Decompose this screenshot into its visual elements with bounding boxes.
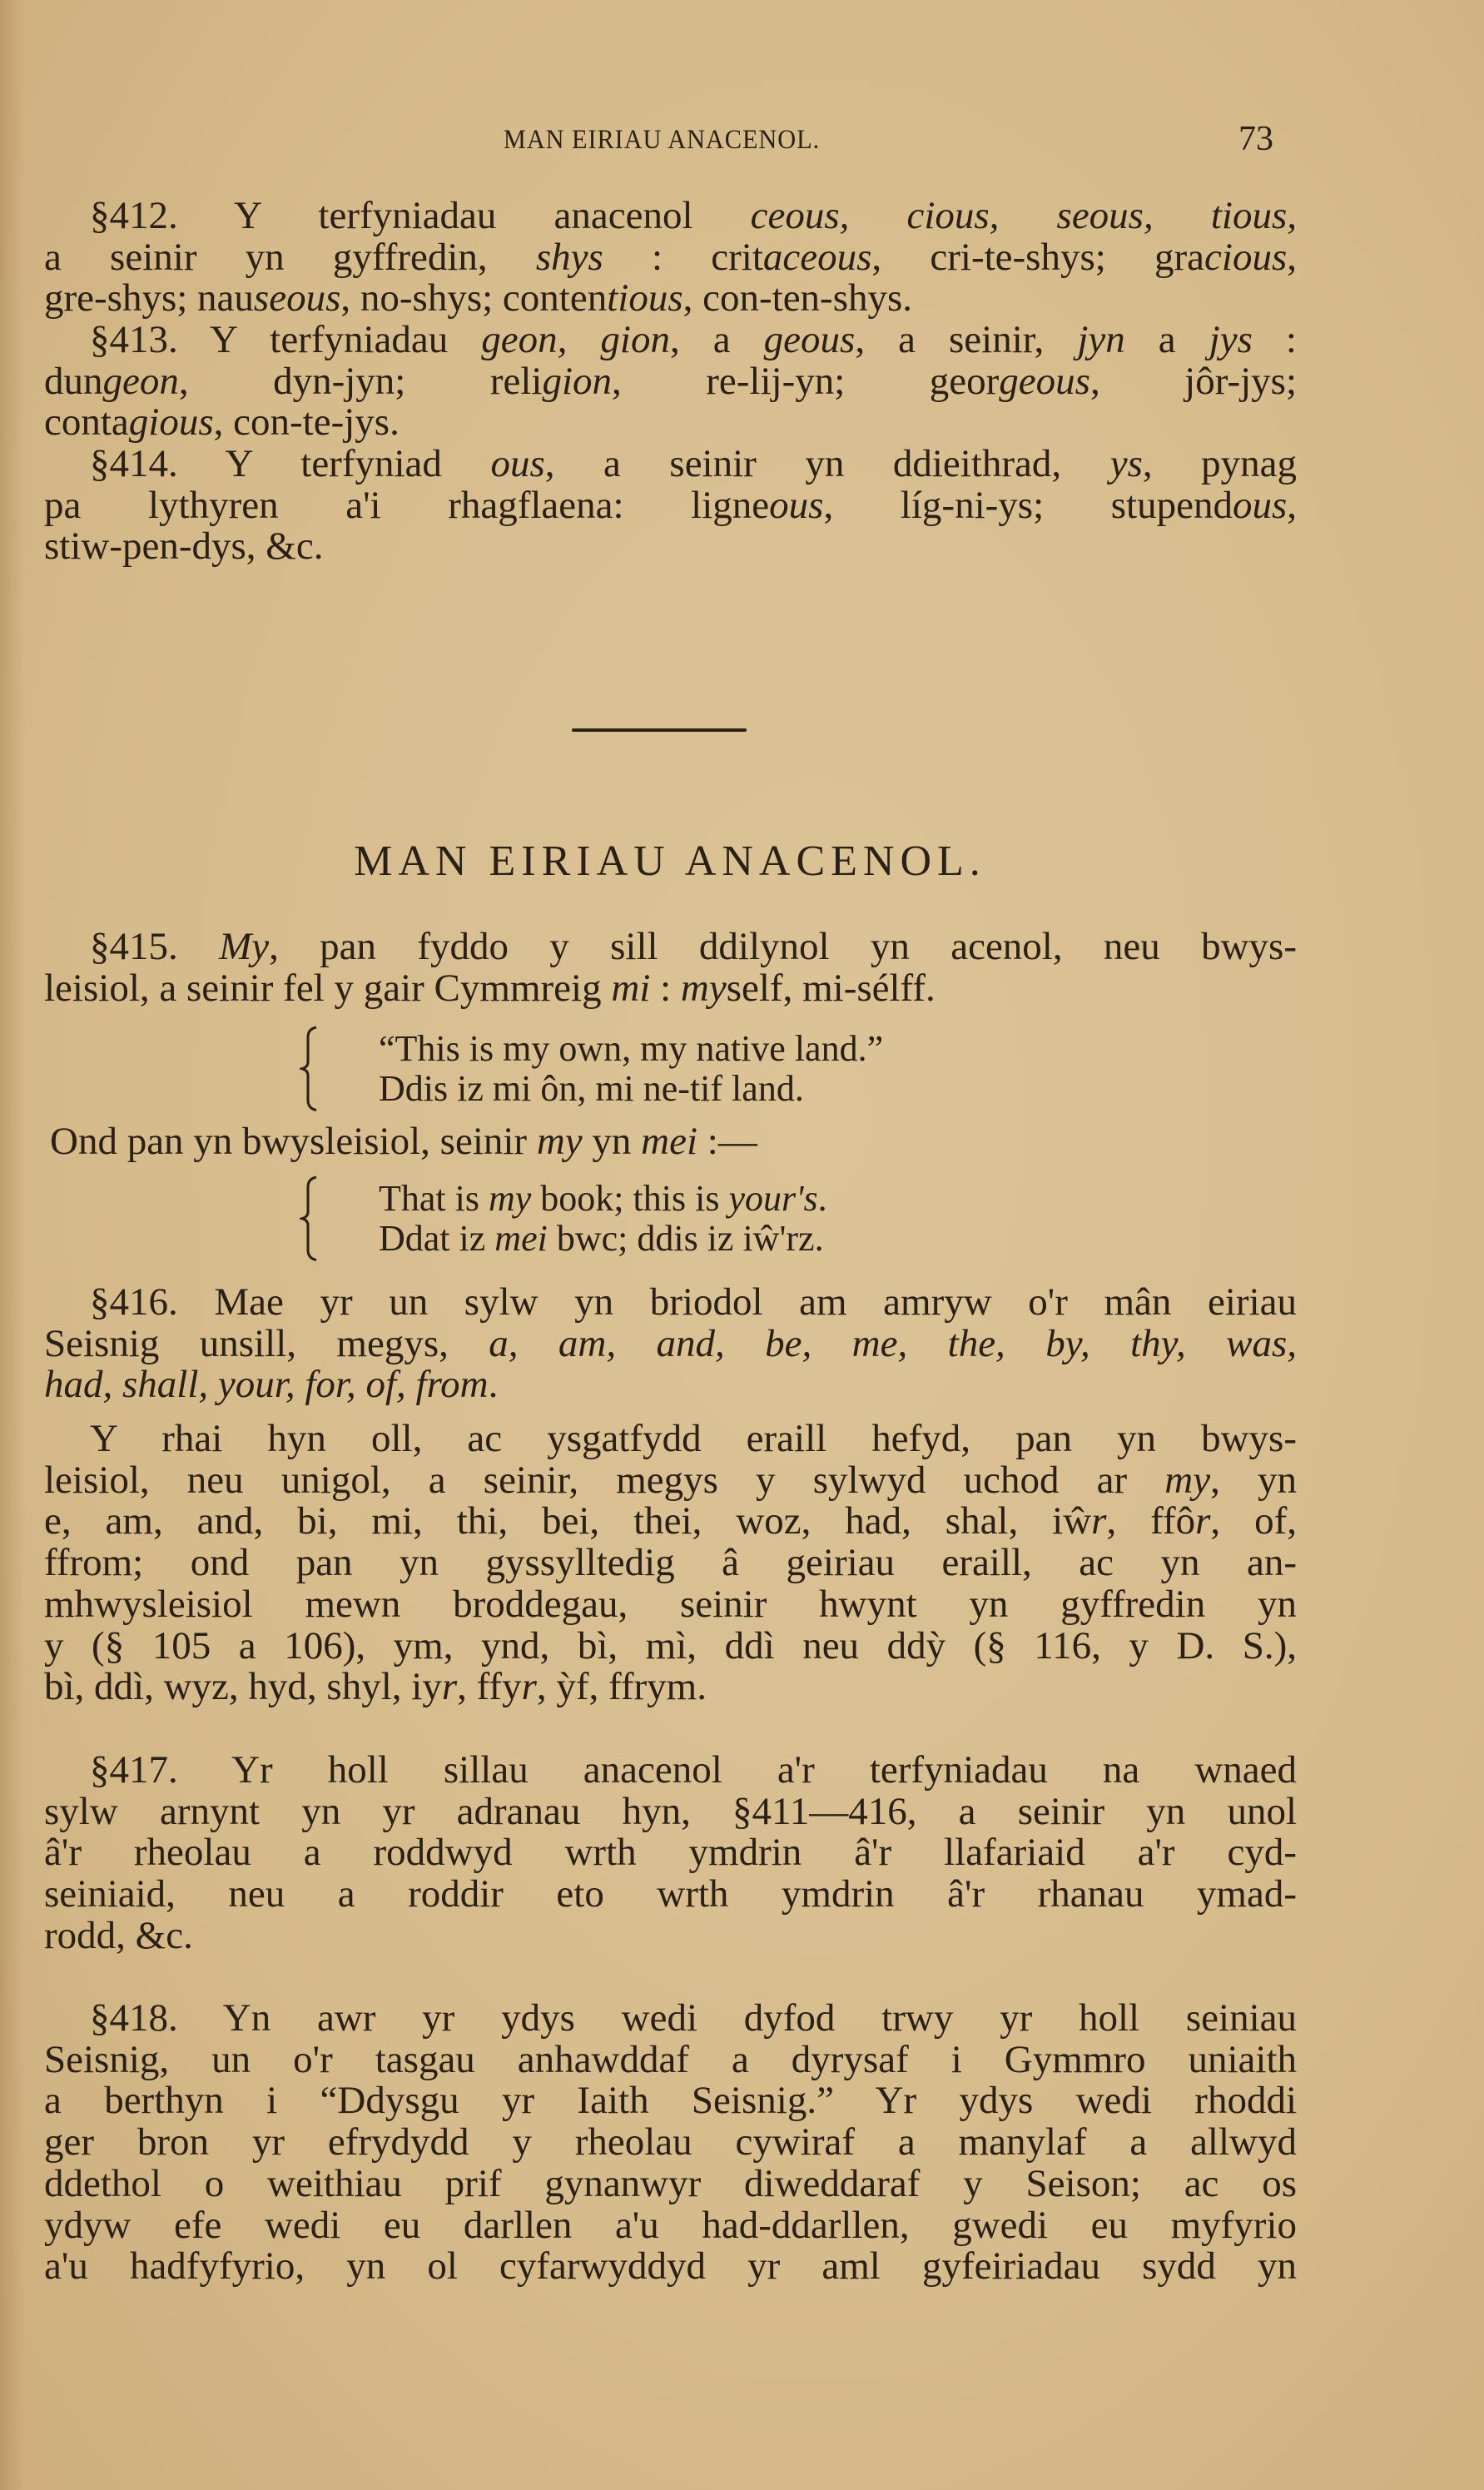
italic-text: r xyxy=(441,1665,458,1709)
roman-text: Ond pan yn bwysleisiol, seinir xyxy=(50,1120,537,1163)
roman-text: , ffô xyxy=(1106,1499,1196,1543)
italic-text: ous xyxy=(769,483,824,527)
italic-text: geous xyxy=(763,318,856,361)
roman-text: , jôr-jys; xyxy=(1089,359,1298,403)
roman-text: §415. xyxy=(90,925,220,968)
italic-text: ous xyxy=(1232,483,1288,527)
italic-text: ceous, cious, seous, tious, xyxy=(750,194,1297,237)
roman-text: rodd, &c. xyxy=(44,1913,193,1957)
roman-text: , of, xyxy=(1210,1499,1297,1543)
roman-text: â'r rheolau a roddwyd wrth ymdrin â'r llafariaid a'r cyd- xyxy=(44,1831,1297,1875)
text-line xyxy=(44,1873,1297,1915)
roman-text: ger bron yr efrydydd y rheolau cywiraf a manylaf a allwyd xyxy=(44,2120,1297,2164)
roman-text: §414. Y terfyniad xyxy=(90,442,491,485)
roman-text: , pan fyddo y sill ddilynol yn acenol, neu bwys- xyxy=(269,925,1297,968)
italic-text: my xyxy=(1164,1458,1211,1502)
roman-text: e, am, and, bi, mi, thi, bei, thei, woz, had, shal, iŵ xyxy=(44,1499,1092,1543)
italic-text: shys xyxy=(535,235,603,279)
italic-text: tious xyxy=(607,276,683,321)
italic-text: aceous xyxy=(762,235,872,279)
text-line xyxy=(44,2039,1297,2080)
verse-line xyxy=(379,1218,1128,1260)
italic-text: My xyxy=(219,925,270,968)
text-line xyxy=(44,2163,1297,2204)
roman-text: ydyw efe wedi eu darllen a'u had-ddarllen, gwedi eu myfyrio xyxy=(44,2203,1297,2247)
italic-text: mei xyxy=(641,1120,698,1163)
roman-text: sylw arnynt yn yr adranau hyn, §411—416, a seinir yn unol xyxy=(44,1789,1297,1833)
roman-text: Ddat iz xyxy=(379,1217,495,1259)
text-line xyxy=(90,195,1297,236)
roman-text: stiw-pen-dys, &c. xyxy=(44,524,324,569)
roman-text: self, mi-sélff. xyxy=(726,966,936,1010)
roman-text: ddethol o weithiau prif gynanwyr diweddaraf y Seison; ac os xyxy=(44,2161,1297,2205)
roman-text: , con-te-jys. xyxy=(213,400,400,445)
roman-text: : xyxy=(1252,318,1297,361)
text-line xyxy=(44,401,1297,443)
italic-text: my xyxy=(536,1120,583,1163)
text-line xyxy=(90,1281,1297,1323)
roman-text: . xyxy=(488,1363,499,1407)
running-title: MAN EIRIAU ANACENOL. xyxy=(503,125,821,155)
text-line xyxy=(50,1121,1303,1162)
italic-text: geous xyxy=(999,359,1090,403)
verse-line xyxy=(379,1178,1128,1220)
roman-text: gre-shys; nau xyxy=(44,276,254,321)
roman-text: ffrom; ond pan yn gyssylltedig â geiriau eraill, ac yn an- xyxy=(44,1541,1297,1585)
italic-text: ys xyxy=(1109,442,1143,485)
text-line xyxy=(90,926,1297,967)
text-line xyxy=(90,319,1297,360)
italic-text: jyn xyxy=(1077,318,1125,361)
text-line xyxy=(44,1791,1297,1832)
roman-text: , líg-ni-ys; stupend xyxy=(823,483,1233,527)
text-line xyxy=(44,1583,1297,1625)
text-line xyxy=(44,2080,1297,2121)
italic-text: gion xyxy=(542,359,613,403)
italic-text: my xyxy=(680,966,727,1010)
italic-text: r xyxy=(521,1665,537,1709)
roman-text: pa lythyren a'i rhagflaena: ligne xyxy=(44,483,770,527)
italic-text: mi xyxy=(611,966,651,1010)
roman-text: leisiol, a seinir fel y gair Cymmreig xyxy=(44,966,612,1010)
text-line xyxy=(44,1542,1297,1583)
roman-text: a seinir yn gyffredin, xyxy=(44,235,536,279)
roman-text: §417. Yr holl sillau anacenol a'r terfyniadau na wnaed xyxy=(90,1748,1297,1792)
roman-text: seiniaid, neu a roddir eto wrth ymdrin â'r rhanau ymad- xyxy=(44,1872,1297,1916)
roman-text: , yn xyxy=(1210,1458,1297,1502)
roman-text: That is xyxy=(379,1178,489,1219)
text-line xyxy=(90,1997,1297,2039)
italic-text: jys xyxy=(1209,318,1253,361)
text-line xyxy=(90,1749,1297,1791)
text-line xyxy=(44,2204,1297,2246)
italic-text: gious xyxy=(128,400,214,445)
text-line xyxy=(44,360,1297,402)
roman-text: Ddis iz mi ôn, mi ne-tif land. xyxy=(379,1067,804,1109)
italic-text: geon xyxy=(102,359,179,403)
roman-text: leisiol, neu unigol, a seinir, megys y sylwyd uchod ar xyxy=(44,1458,1165,1502)
italic-text: r xyxy=(1195,1499,1211,1543)
roman-text: Seisnig, un o'r tasgau anhawddaf a dyrysaf i Gymmro uniaith xyxy=(44,2037,1297,2081)
italic-text: geon, gion xyxy=(481,318,670,361)
text-line xyxy=(44,236,1297,278)
text-line xyxy=(44,1459,1297,1501)
text-line xyxy=(44,1500,1297,1542)
roman-text: §412. Y terfyniadau anacenol xyxy=(90,194,751,237)
roman-text: : xyxy=(650,966,681,1010)
brace-icon xyxy=(300,1026,321,1112)
text-line xyxy=(44,2245,1297,2287)
roman-text: . xyxy=(817,1178,827,1219)
roman-text: : crit xyxy=(603,235,763,279)
text-line xyxy=(44,967,1297,1009)
section-heading: MAN EIRIAU ANACENOL. xyxy=(354,837,986,885)
text-line xyxy=(44,525,1297,567)
italic-text: seous xyxy=(253,276,341,321)
text-line xyxy=(44,1625,1297,1667)
roman-text: , a xyxy=(670,318,764,361)
verse-line xyxy=(379,1068,1128,1110)
roman-text: , xyxy=(1287,483,1297,527)
page-edge-shadow xyxy=(0,0,25,2490)
roman-text: §418. Yn awr yr ydys wedi dyfod trwy yr holl seiniau xyxy=(90,1996,1297,2040)
italic-text: a, am, and, be, me, the, by, thy, was, xyxy=(489,1321,1297,1365)
roman-text: a'u hadfyfyrio, yn ol cyfarwyddyd yr aml gyfeiriadau sydd yn xyxy=(44,2244,1297,2289)
page-number: 73 xyxy=(1238,120,1273,158)
text-line xyxy=(90,443,1297,485)
roman-text: bwc; ddis iz iŵ'rz. xyxy=(547,1217,824,1259)
roman-text: , dyn-jyn; reli xyxy=(178,359,543,403)
italic-text: r xyxy=(1091,1499,1107,1543)
italic-text: had, shall, your, for, of, from xyxy=(44,1363,489,1407)
roman-text: , a seinir, xyxy=(855,318,1078,361)
section-divider xyxy=(572,728,747,732)
text-line xyxy=(44,2121,1297,2163)
text-line xyxy=(44,1666,1297,1707)
verse-line xyxy=(379,1028,1128,1070)
italic-text: ous xyxy=(490,442,545,485)
roman-text: “This is my own, my native land.” xyxy=(379,1028,884,1069)
italic-text: cious xyxy=(1204,235,1288,279)
roman-text: book; this is xyxy=(531,1178,729,1219)
roman-text: §416. Mae yr un sylw yn briodol am amryw o'r mân eiriau xyxy=(90,1280,1297,1324)
roman-text: bì, ddì, wyz, hyd, shyl, iy xyxy=(44,1665,442,1709)
roman-text: , ỳf, ffrym. xyxy=(536,1665,707,1709)
text-line xyxy=(44,1323,1297,1364)
roman-text: yn xyxy=(582,1120,642,1163)
roman-text: , no-shys; conten xyxy=(340,276,608,321)
roman-text: a xyxy=(1124,318,1209,361)
roman-text: §413. Y terfyniadau xyxy=(90,318,482,361)
roman-text: , a seinir yn ddieithrad, xyxy=(544,442,1110,485)
roman-text: a berthyn i “Ddysgu yr Iaith Seisnig.” Yr ydys wedi rhoddi xyxy=(44,2079,1297,2123)
italic-text: mei xyxy=(494,1217,548,1259)
roman-text: , ffy xyxy=(457,1665,522,1709)
text-line xyxy=(44,1364,1297,1405)
roman-text: dun xyxy=(44,359,103,403)
roman-text: , re-lij-yn; geor xyxy=(612,359,1000,403)
text-line xyxy=(44,277,1297,319)
roman-text: , cri-te-shys; gra xyxy=(871,235,1205,279)
brace-icon xyxy=(300,1175,321,1262)
italic-text: my xyxy=(488,1178,532,1219)
roman-text: , con-ten-shys. xyxy=(682,276,913,321)
roman-text: conta xyxy=(44,400,129,445)
roman-text: :— xyxy=(697,1120,757,1163)
roman-text: mhwysleisiol mewn broddegau, seinir hwynt yn gyffredin yn xyxy=(44,1582,1297,1626)
roman-text: y (§ 105 a 106), ym, ynd, bì, mì, ddì neu ddỳ (§ 116, y D. S.), xyxy=(44,1623,1297,1667)
italic-text: your's xyxy=(728,1178,818,1219)
roman-text: , xyxy=(1287,235,1297,279)
roman-text: , pynag xyxy=(1142,442,1297,485)
text-line xyxy=(44,1915,1297,1956)
text-line xyxy=(44,1831,1297,1873)
roman-text: Y rhai hyn oll, ac ysgatfydd eraill hefyd, pan yn bwys- xyxy=(90,1417,1297,1460)
roman-text: Seisnig unsill, megys, xyxy=(44,1321,489,1365)
text-line xyxy=(44,485,1297,526)
text-line xyxy=(90,1418,1297,1459)
